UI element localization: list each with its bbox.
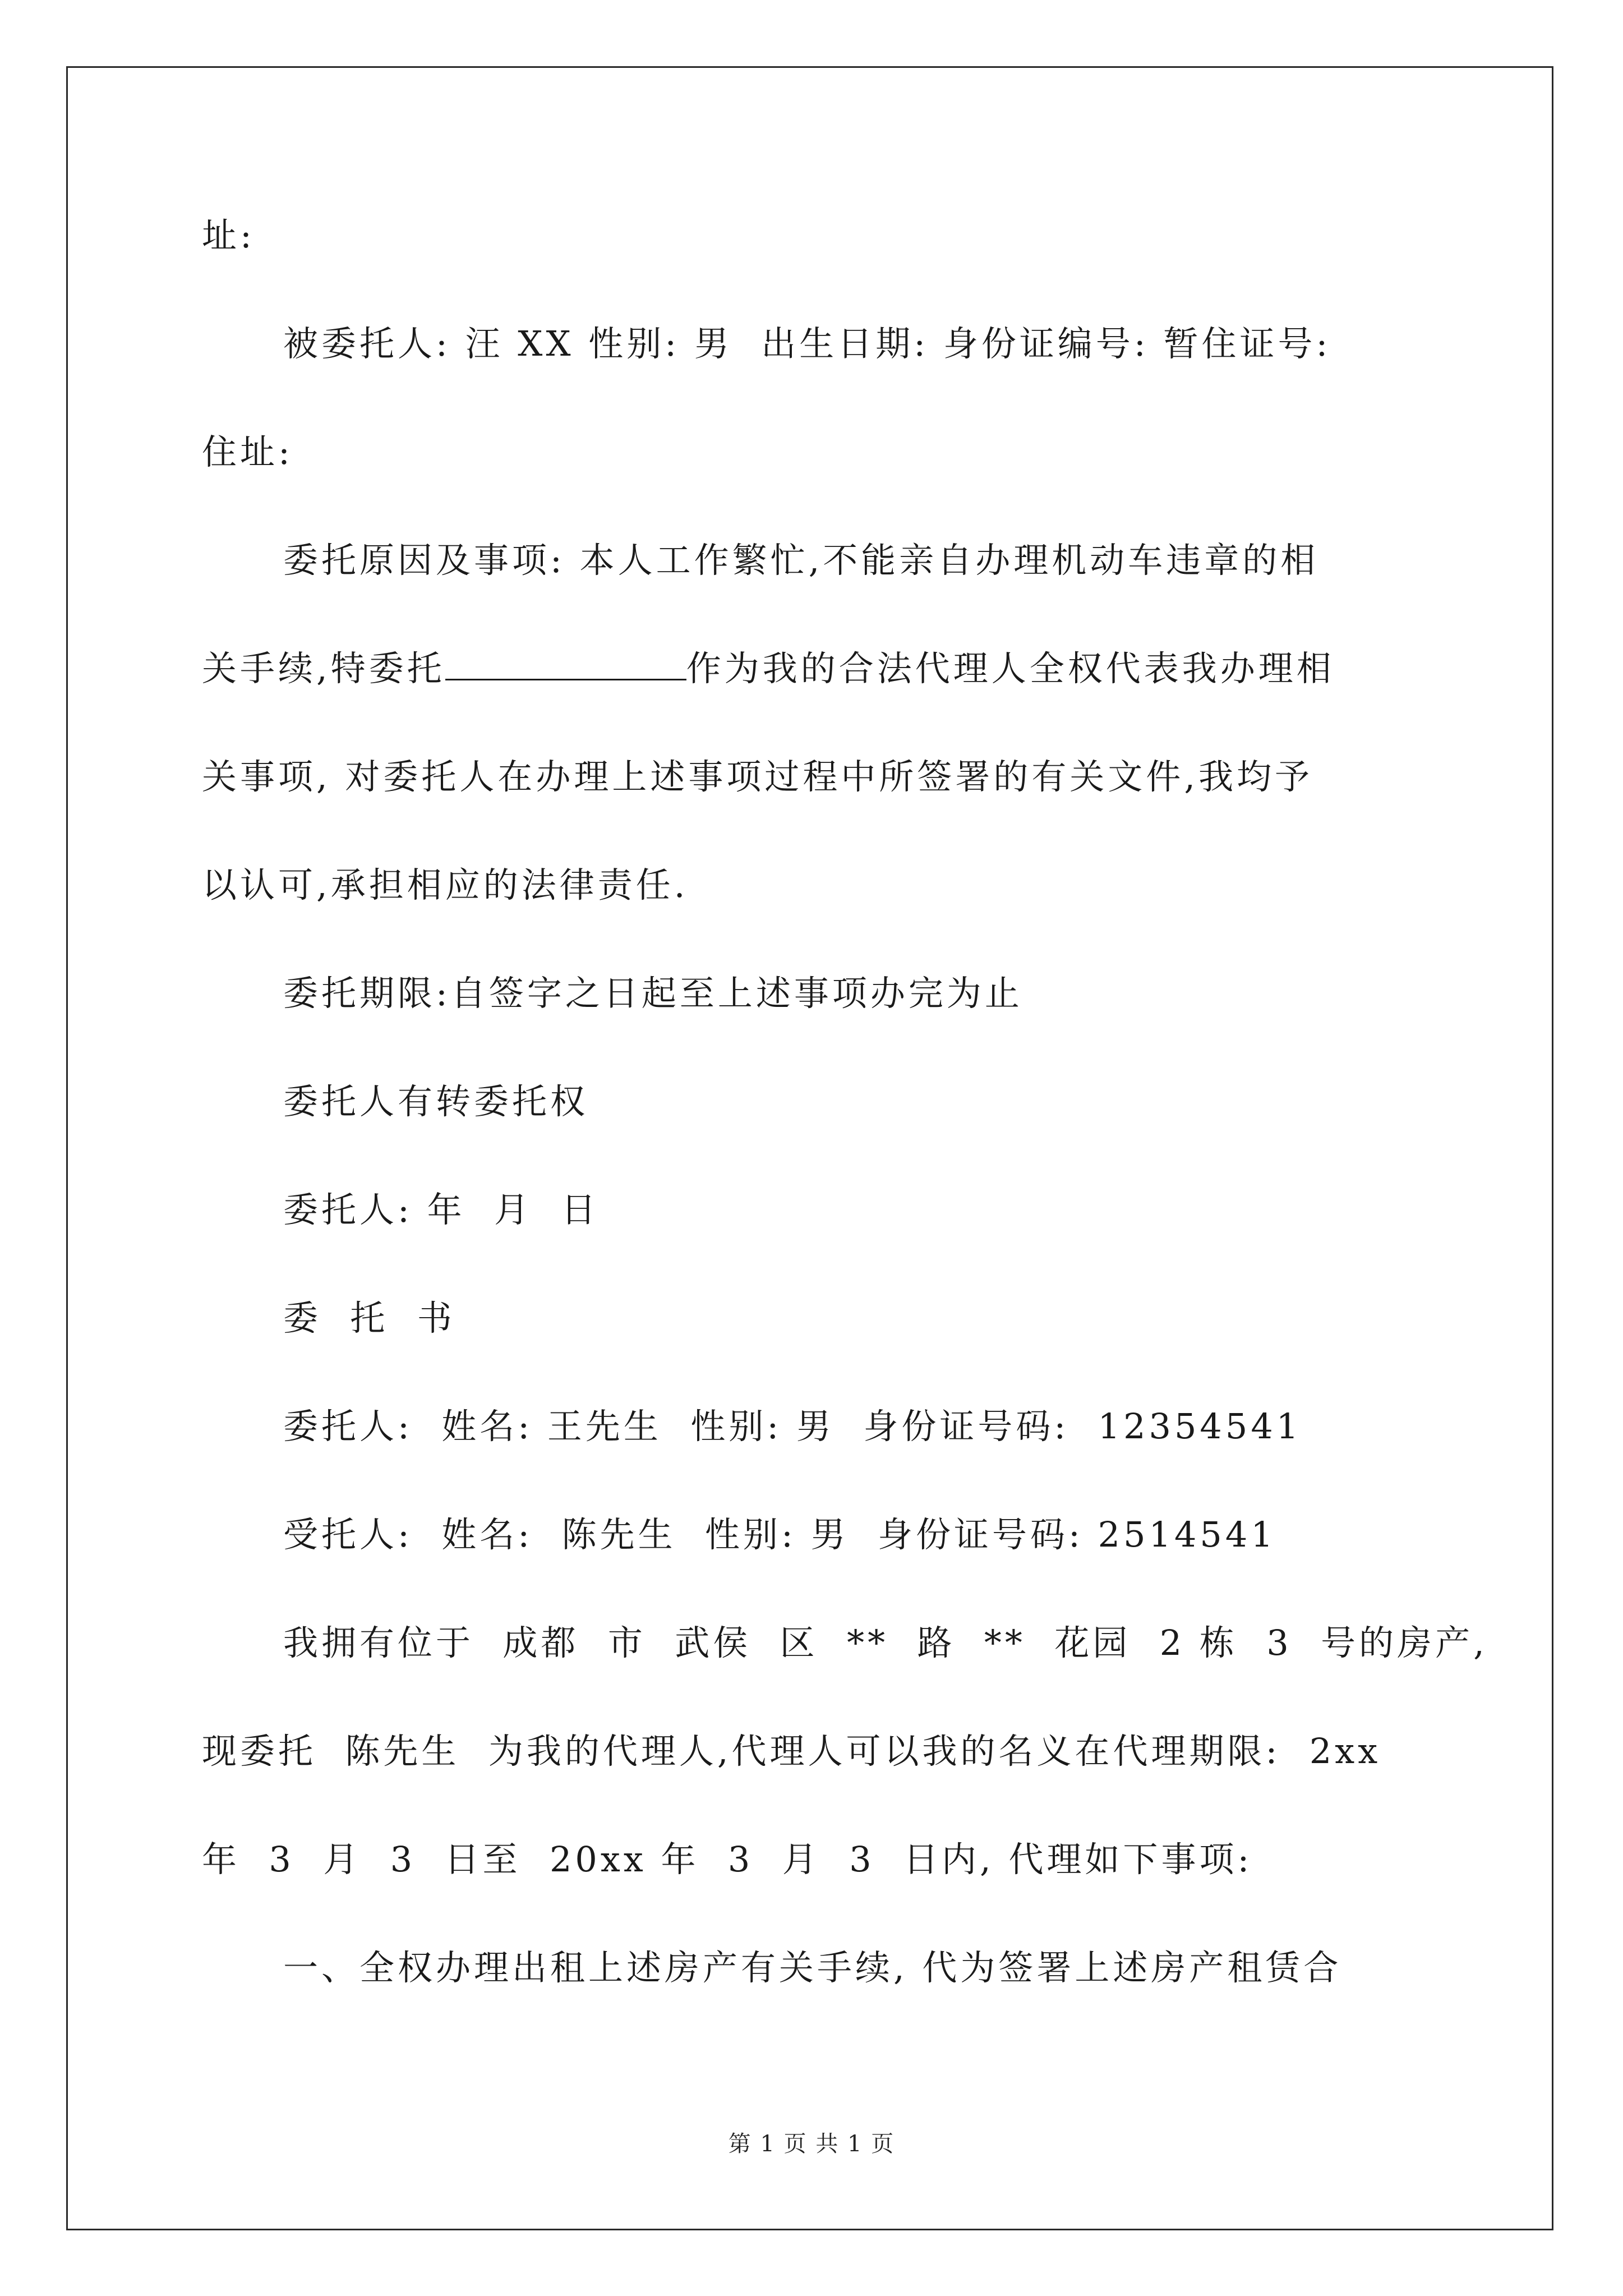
text-line: 以认可,承担相应的法律责任.	[202, 864, 689, 905]
text-line: 委托人: 年 月 日	[283, 1189, 600, 1230]
page-footer: 第 1 页 共 1 页	[728, 2131, 895, 2157]
text-line: 关事项, 对委托人在办理上述事项过程中所签署的有关文件,我均予	[202, 756, 1313, 797]
text-line: 委托人有转委托权	[283, 1081, 589, 1122]
text-line: 受托人: 姓名: 陈先生 性别: 男 身份证号码: 2514541	[283, 1514, 1276, 1555]
text-line-with-blank	[202, 646, 1335, 691]
document-subtitle: 委 托 书	[283, 1297, 455, 1338]
text-line: 址:	[202, 215, 255, 256]
text-segment: 作为我的合法代理人全权代表我办理相	[686, 648, 1335, 689]
text-line: 住址:	[202, 431, 293, 472]
text-line: 委托人: 姓名: 王先生 性别: 男 身份证号码: 12354541	[283, 1406, 1302, 1447]
text-line: 我拥有位于 成都 市 武侯 区 ** 路 ** 花园 2 栋 3 号的房产,	[283, 1622, 1488, 1663]
text-line: 被委托人: 汪 XX 性别: 男 出生日期: 身份证编号: 暂住证号:	[283, 323, 1331, 364]
text-line: 委托期限:自签字之日起至上述事项办完为止	[283, 973, 1023, 1014]
text-line: 一、全权办理出租上述房产有关手续, 代为签署上述房产租赁合	[283, 1947, 1342, 1988]
text-line: 委托原因及事项: 本人工作繁忙,不能亲自办理机动车违章的相	[283, 540, 1319, 581]
text-line: 年 3 月 3 日至 20xx 年 3 月 3 日内, 代理如下事项:	[202, 1839, 1253, 1880]
fill-in-blank	[445, 646, 686, 680]
text-line: 现委托 陈先生 为我的代理人,代理人可以我的名义在代理期限: 2xx	[202, 1731, 1381, 1772]
text-segment: 关手续,特委托	[202, 648, 445, 689]
page-border	[66, 66, 1553, 2230]
